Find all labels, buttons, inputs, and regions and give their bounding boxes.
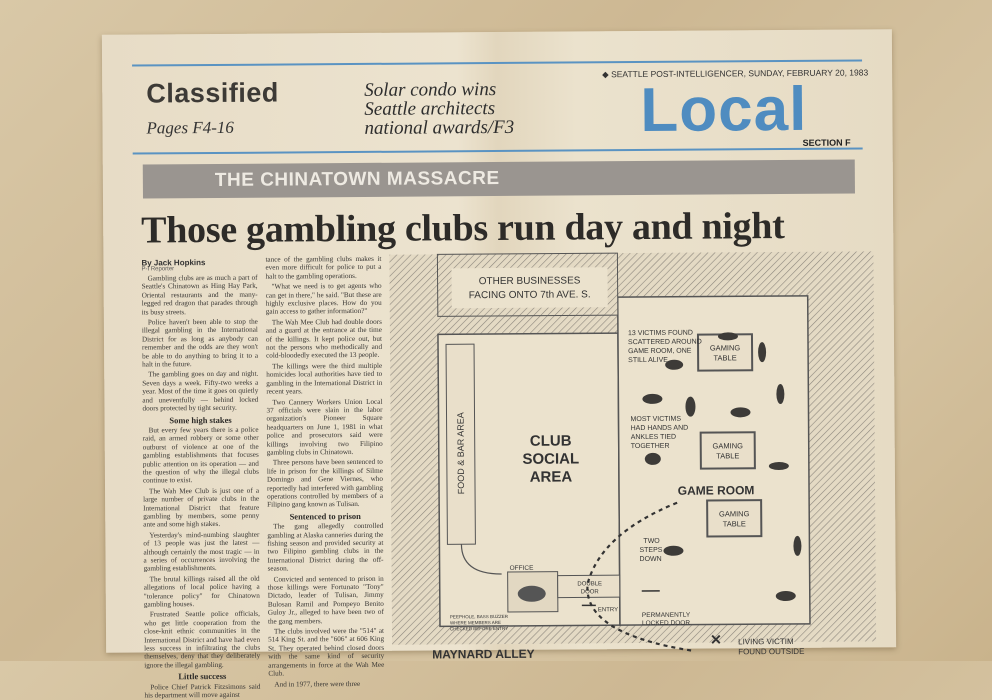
promo-line: national awards/F3 <box>364 118 564 138</box>
subhead: Sentenced to prison <box>267 512 383 521</box>
peephole-note: CHECKED BEFORE ENTRY <box>450 626 508 631</box>
promo-teaser <box>364 80 564 138</box>
paragraph: Convicted and sentenced to prison in those killings were Fortunato "Tony" Dictado, leader of Tulisan, Jimmy Bulosan Ramil and Pompeyo Benito Guloy Jr., alleged to have been two of the gang members. <box>268 574 384 625</box>
double-door-label: DOUBLE <box>577 581 602 587</box>
paragraph: Yesterday's mind-numbing slaughter of 13 people was just the latest — although certainly the most tragic — in a series of occurrences involving the gambling establishments. <box>143 530 259 573</box>
living-victim-label: FOUND OUTSIDE <box>738 647 804 656</box>
gaming-table-label: GAMING <box>712 441 743 450</box>
other-businesses-label: OTHER BUSINESSES <box>479 275 581 287</box>
subhead: Some high stakes <box>143 415 259 424</box>
gaming-table-label: TABLE <box>716 451 739 460</box>
paragraph: The gang allegedly controlled gambling at Alaska canneries during the fishing season and provided security at two Filipino gambling clubs in the International District during the off-season. <box>267 522 383 573</box>
tied-note: TOGETHER <box>631 443 670 450</box>
floor-plan-diagram <box>389 251 876 644</box>
section-label: SECTION F <box>803 138 851 148</box>
food-bar-label: FOOD & BAR AREA <box>455 412 466 494</box>
office-label: OFFICE <box>510 565 535 572</box>
club-social-label: SOCIAL <box>522 450 579 467</box>
paragraph: The brutal killings raised all the old allegations of local police having a "tolerance policy" for Chinatown gambling houses. <box>144 574 260 608</box>
two-steps-label: TWO <box>643 538 660 545</box>
club-social-label: CLUB <box>530 432 572 449</box>
article-column-2 <box>265 255 384 646</box>
gaming-table-label: GAMING <box>710 343 741 352</box>
article-column-1 <box>142 274 261 647</box>
paragraph: The killings were the third multiple homicides local authorities have tied to gambling in the International District in recent years. <box>266 362 382 396</box>
paragraph: Gambling clubs are as much a part of Seattle's Chinatown as Hing Hay Park, Oriental restaurants and the many-legged red dragon that parades through its busy streets. <box>142 274 258 317</box>
floor-plan-svg <box>389 251 876 644</box>
paragraph: Frustrated Seattle police officials, who get little cooperation from the close-knit ethnic communities in the International District and have had even less success in infiltrating the clubs themselves, deny that they deliberately ignore the illegal gambling. <box>144 610 260 670</box>
locked-door-label: PERMANENTLY <box>642 612 691 619</box>
victims-note: GAME ROOM, ONE <box>628 348 692 355</box>
tied-note: HAD HANDS AND <box>631 425 689 432</box>
masthead-rule <box>133 147 863 154</box>
paragraph: The Wah Mee Club is just one of a large number of private clubs in the International District that feature gambling by members, some penny ante and some high stakes. <box>143 486 259 529</box>
peephole-note: PEEPHOLE, BASS BUZZER <box>450 614 509 619</box>
classified-label: Classified <box>146 78 279 110</box>
top-rule <box>132 59 862 66</box>
story-banner <box>143 160 855 199</box>
peephole-note: WHERE MEMBERS ARE <box>450 620 501 625</box>
game-room-label: GAME ROOM <box>678 483 755 498</box>
pages-label: Pages F4-16 <box>146 118 233 139</box>
paragraph: But every few years there is a police raid, an armed robbery or some other outburst of violence at one of the gambling establishments that focuses public attention on its operation — and the question of why the illegal clubs continue to exist. <box>143 426 259 486</box>
alley-label: MAYNARD ALLEY <box>432 647 535 662</box>
paragraph: Two Cannery Workers Union Local 37 officials were slain in the labor organization's Pioneer Square headquarters on June 1, 1981 in what police and prosecutors said were killings involving two Filipino gambling clubs in Chinatown. <box>266 397 382 457</box>
banner-text: THE CHINATOWN MASSACRE <box>215 168 500 192</box>
paragraph: Police haven't been able to stop the illegal gambling in the International District for as long as anybody can remember and the odds are they won't be able to do anything to bring it to a halt in the future. <box>142 318 258 369</box>
headline: Those gambling clubs run day and night <box>141 204 785 252</box>
victims-note: SCATTERED AROUND <box>628 339 702 347</box>
newspaper-page <box>102 29 896 653</box>
gaming-table-label: TABLE <box>713 353 736 362</box>
paragraph: Police Chief Patrick Fitzsimons said his department will move against <box>144 682 260 700</box>
subhead: Little success <box>144 672 260 681</box>
living-victim-marker: ✕ <box>710 631 722 647</box>
other-businesses-label: FACING ONTO 7th AVE. S. <box>469 289 591 301</box>
double-door-label: DOOR <box>581 589 600 595</box>
club-social-label: AREA <box>530 468 573 485</box>
paragraph: And in 1977, there were three <box>268 679 384 688</box>
paragraph: The clubs involved were the "514" at 514 King St. and the "606" at 606 King St. They operated behind closed doors with the same kind of security arrangements in force at the Wah Mee Club. <box>268 627 384 678</box>
two-steps-label: DOWN <box>640 556 662 563</box>
paragraph: The gambling goes on day and night. Seven days a week. Fifty-two weeks a year. Most of the time it goes on quietly and uneventfully — behind locked doors protected by tight security. <box>142 370 258 413</box>
promo-line: Solar condo wins <box>364 80 564 100</box>
living-victim-label: LIVING VICTIM <box>738 637 794 646</box>
local-section-title: Local <box>640 74 807 146</box>
byline: By Jack Hopkins <box>141 258 205 267</box>
dateline: ◆ SEATTLE POST-INTELLIGENCER, SUNDAY, FEBRUARY 20, 1983 <box>602 67 868 80</box>
paragraph: "What we need is to get agents who can get in there," he said. "But these are highly exclusive places. How do you gain access to gather information?" <box>266 282 382 316</box>
two-steps-label: STEPS <box>639 547 662 554</box>
paragraph: tance of the gambling clubs makes it even more difficult for police to put a halt to the gambling operations. <box>265 255 381 281</box>
paragraph: The Wah Mee Club had double doors and a guard at the entrance at the time of the killings. It kept police out, but not the persons who methodically and cold-bloodedly executed the 13 people. <box>266 318 382 361</box>
promo-line: Seattle architects <box>364 99 564 119</box>
gaming-table-label: TABLE <box>723 519 746 528</box>
victims-note: 13 VICTIMS FOUND <box>628 330 693 337</box>
locked-door-label: LOCKED DOOR <box>642 620 690 627</box>
tied-note: ANKLES TIED <box>631 434 676 441</box>
victims-note: STILL ALIVE <box>628 357 668 364</box>
byline-role: P-I Reporter <box>141 266 174 272</box>
dateline-text: SEATTLE POST-INTELLIGENCER, SUNDAY, FEBRUARY 20, 1983 <box>611 67 868 79</box>
paragraph: Three persons have been sentenced to life in prison for the killings of Silme Domingo and Gene Viernes, who reportedly had interfered with gambling operations controlled by members of a Filipino gang known as Tulisan. <box>267 458 383 509</box>
gaming-table-label: GAMING <box>719 509 750 518</box>
tied-note: MOST VICTIMS <box>631 416 682 423</box>
entry-label: ENTRY <box>598 607 618 613</box>
